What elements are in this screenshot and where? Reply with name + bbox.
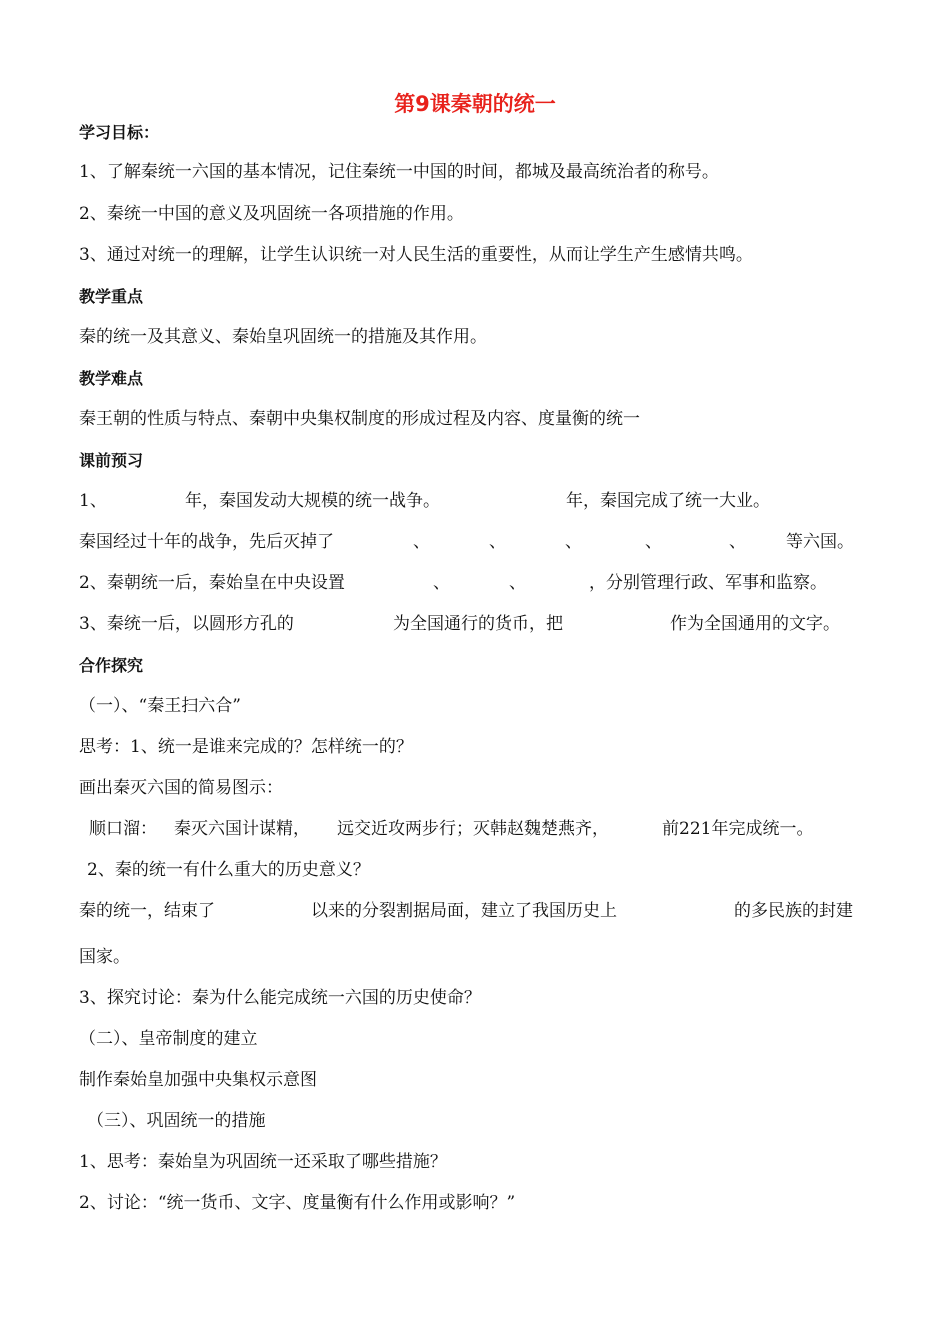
preview-q1b-sep-1: 、 — [413, 532, 430, 552]
preview-q1b-sep-3: 、 — [565, 532, 582, 552]
coop-q2: 2、秦的统一有什么重大的历史意义？ — [87, 860, 370, 880]
coop-part-2: （二）、皇帝制度的建立 — [79, 1029, 258, 1049]
preview-q3-end: 作为全国通用的文字。 — [670, 614, 840, 634]
preview-q3-lead: 3、秦统一后，以圆形方孔的 — [79, 614, 294, 634]
preview-q2-sep-1: 、 — [433, 573, 450, 593]
rhyme-part-2: 远交近攻两步行；灭韩赵魏楚燕齐， — [337, 819, 609, 839]
preview-q1b-end: 等六国。 — [786, 532, 854, 552]
preview-q1-num: 1、 — [79, 491, 107, 511]
goal-3: 3、通过对统一的理解，让学生认识统一对人民生活的重要性，从而让学生产生感情共鸣。 — [79, 245, 753, 265]
coop-part-2-task: 制作秦始皇加强中央集权示意图 — [79, 1070, 317, 1090]
difficult-points-text: 秦王朝的性质与特点、秦朝中央集权制度的形成过程及内容、度量衡的统一 — [79, 409, 640, 429]
preview-q2-end: ，分别管理行政、军事和监察。 — [589, 573, 827, 593]
preview-q1b-sep-2: 、 — [489, 532, 506, 552]
key-points-heading: 教学重点 — [79, 287, 144, 306]
preview-q2-lead: 2、秦朝统一后，秦始皇在中央设置 — [79, 573, 345, 593]
preview-q1b-sep-4: 、 — [645, 532, 662, 552]
goals-heading: 学习目标： — [79, 123, 160, 142]
preview-q1-part-a: 年，秦国发动大规模的统一战争。 — [185, 491, 440, 511]
preview-q2-sep-2: 、 — [509, 573, 526, 593]
key-points-text: 秦的统一及其意义、秦始皇巩固统一的措施及其作用。 — [79, 327, 487, 347]
rhyme-label: 顺口溜： — [89, 819, 157, 839]
preview-heading: 课前预习 — [79, 451, 144, 470]
preview-q1-part-b: 年，秦国完成了统一大业。 — [566, 491, 770, 511]
coop-think-1: 思考：1、统一是谁来完成的？怎样统一的？ — [79, 737, 413, 757]
coop-part-3-q2: 2、讨论：“统一货币、文字、度量衡有什么作用或影响？” — [79, 1193, 516, 1213]
q2-answer-lead: 秦的统一，结束了 — [79, 901, 215, 921]
rhyme-part-1: 秦灭六国计谋精， — [174, 819, 310, 839]
coop-part-1: （一）、“秦王扫六合” — [79, 696, 241, 716]
q2-answer-mid: 以来的分裂割据局面，建立了我国历史上 — [311, 901, 617, 921]
preview-q1b-sep-5: 、 — [729, 532, 746, 552]
rhyme-part-3: 前221年完成统一。 — [662, 819, 814, 839]
page-title: 第9课秦朝的统一 — [394, 92, 556, 116]
coop-part-3-q1: 1、思考：秦始皇为巩固统一还采取了哪些措施？ — [79, 1152, 447, 1172]
q2-answer-cont: 国家。 — [79, 947, 130, 967]
difficult-points-heading: 教学难点 — [79, 369, 144, 388]
coop-part-3: （三）、巩固统一的措施 — [87, 1111, 266, 1131]
preview-q1b-lead: 秦国经过十年的战争，先后灭掉了 — [79, 532, 334, 552]
coop-heading: 合作探究 — [79, 656, 144, 675]
q2-answer-end: 的多民族的封建 — [734, 901, 853, 921]
coop-draw: 画出秦灭六国的简易图示： — [79, 778, 283, 798]
goal-1: 1、了解秦统一六国的基本情况，记住秦统一中国的时间，都城及最高统治者的称号。 — [79, 162, 719, 182]
coop-q3: 3、探究讨论：秦为什么能完成统一六国的历史使命？ — [79, 988, 481, 1008]
preview-q3-mid: 为全国通行的货币，把 — [393, 614, 563, 634]
goal-2: 2、秦统一中国的意义及巩固统一各项措施的作用。 — [79, 204, 464, 224]
